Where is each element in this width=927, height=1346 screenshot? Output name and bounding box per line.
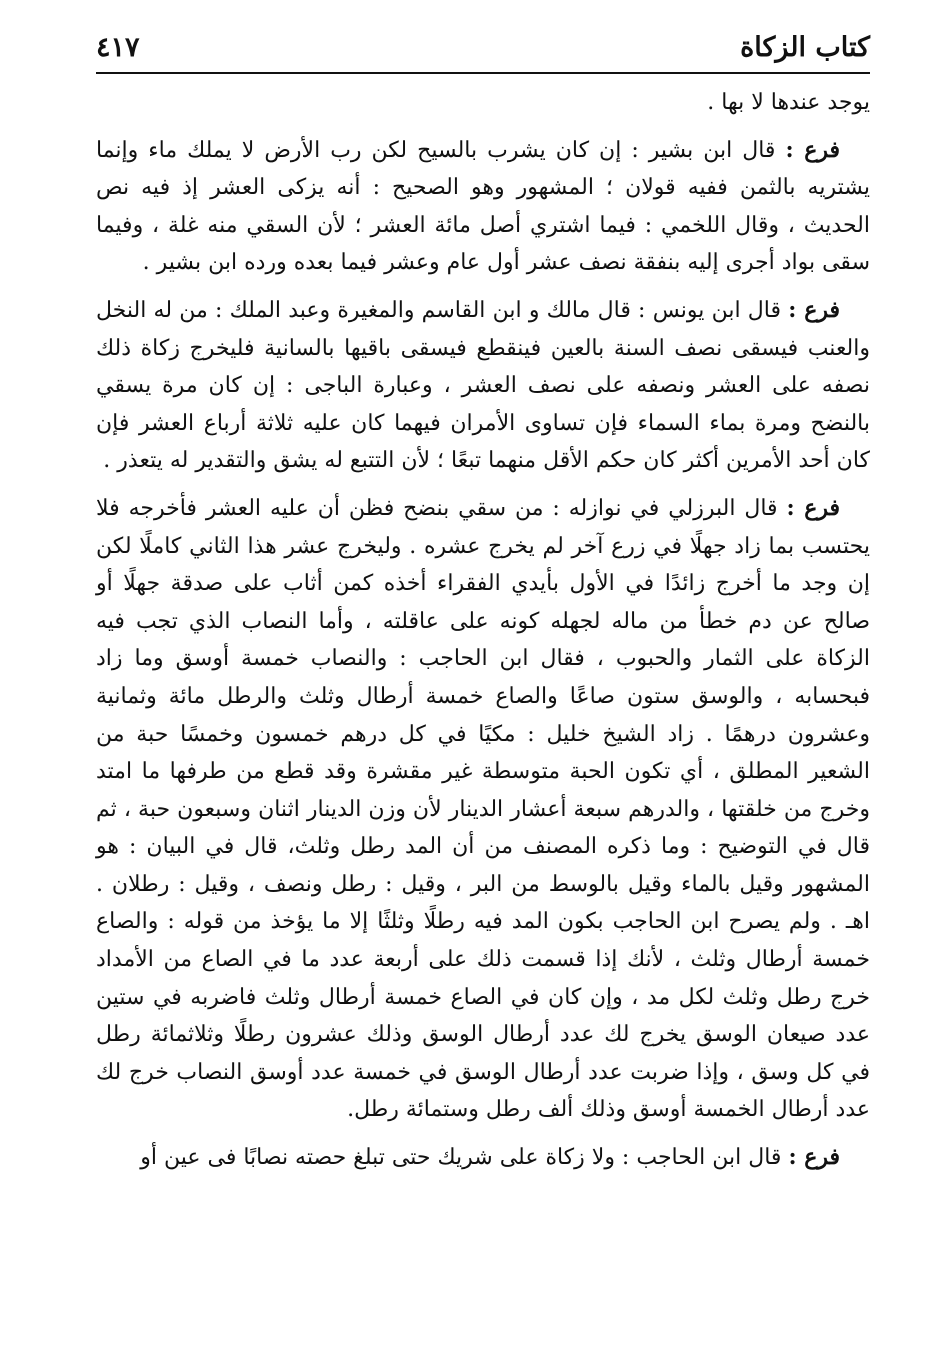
paragraph-lead: فرع : [788,296,841,323]
paragraph-lead: فرع : [785,136,841,163]
paragraph-lead: فرع : [788,1144,840,1171]
paragraph-burzuli [96,490,870,1129]
book-title: كتاب الزكاة [740,32,870,63]
paragraph-lead: فرع : [786,494,841,521]
continuation-line: يوجد عندها لا بها . [707,90,870,115]
paragraph-text: قال البرزلي في نوازله : من سقي بنضح فظن أن عليه العشر فأخرجه فلا يحتسب بما زاد جهلًا في زرع آخر لم يخرج عشره . وليخرج عشر هذا الثاني كاملًا لكن إن وجد ما أخرج زائدًا في الأول بأيدي الفقراء أخذه كمن أثاب على صدقة جهلًا أو صالح عن دم خطأ من ماله لجهله كونه على عاقلته ، وأما النصاب الذي تجب فيه الزكاة على الثمار والحبوب ، فقال ابن الحاجب : والنصاب خمسة أوسق وما زاد فبحسابه ، والوسق ستون صاعًا والصاع خمسة أرطال وثلث والرطل مائة وثمانية وعشرون درهمًا . زاد الشيخ خليل : مكيًا في كل درهم خمسون وخمسًا حبة من الشعير المطلق ، أي تكون الحبة متوسطة غير مقشرة وقد قطع من طرفها ما امتد وخرج من خلقتها ، والدرهم سبعة أعشار الدينار لأن وزن الدينار اثنان وسبعون حبة ، ثم قال في التوضيح : وما ذكره المصنف من أن المد رطل وثلث، قال في البيان : هو المشهور وقيل بالماء وقيل بالوسط من البر ، وقيل : رطل ونصف ، وقيل : رطلان . اهـ . ولم يصرح ابن الحاجب بكون المد فيه رطلًا وثلثًا إلا ما يؤخذ من قوله : والصاع خمسة أرطال وثلث ، لأنك إذا قسمت ذلك على أربعة عدد ما في الصاع من الأمداد خرج رطل وثلث لكل مد ، وإن كان في الصاع خمسة أرطال وثلث فاضربه في ستين عدد صيعان الوسق يخرج لك عدد أرطال الوسق وذلك عشرون رطلًا وثلاثمائة رطل في كل وسق ، وإذا ضربت عدد أرطال الوسق في خمسة عدد أوسق النصاب خرج لك عدد أرطال الخمسة أوسق وذلك ألف رطل وستمائة رطل. [96,495,870,1123]
paragraph-ibn-yunus [96,292,870,480]
paragraph-ibn-bashir [96,132,870,282]
body-text [96,84,870,1177]
paragraph-ibn-hajib [96,1139,870,1177]
running-head [96,30,870,72]
header-divider [96,72,870,74]
paragraph-text: قال ابن بشير : إن كان يشرب بالسيح لكن رب الأرض لا يملك ماء وإنما يشتريه بالثمن ففيه قولان ؛ المشهور وهو الصحيح : أنه يزكى العشر إذ فيه نص الحديث ، وقال اللخمي : فيما اشتري أصل مائة العشر ؛ لأن السقي منه غلة ، وفيما سقى بواد أجرى إليه بنفقة نصف عشر أول عام وعشر فيما بعده ورده ابن بشير . [96,137,870,276]
paragraph-text: قال ابن يونس : قال مالك و ابن القاسم والمغيرة وعبد الملك : من له النخل والعنب فيسقى نصف السنة بالعين فينقطع فيسقى باقيها بالسانية فليخرج زكاة ذلك نصفه على العشر ونصفه على نصف العشر ، وعبارة الباجى : إن كان مرة يسقي بالنضح ومرة بماء السماء فإن تساوى الأمران فيهما كان عليه ثلاثة أرباع العشر فإن كان أحد الأمرين أكثر كان حكم الأقل منهما تبعًا ؛ لأن التتبع له يشق والتقدير له يتعذر . [96,297,870,474]
page-number: ٤١٧ [96,32,140,63]
paragraph-text: قال ابن الحاجب : ولا زكاة على شريك حتى تبلغ حصته نصابًا فى عين أو [140,1145,789,1171]
